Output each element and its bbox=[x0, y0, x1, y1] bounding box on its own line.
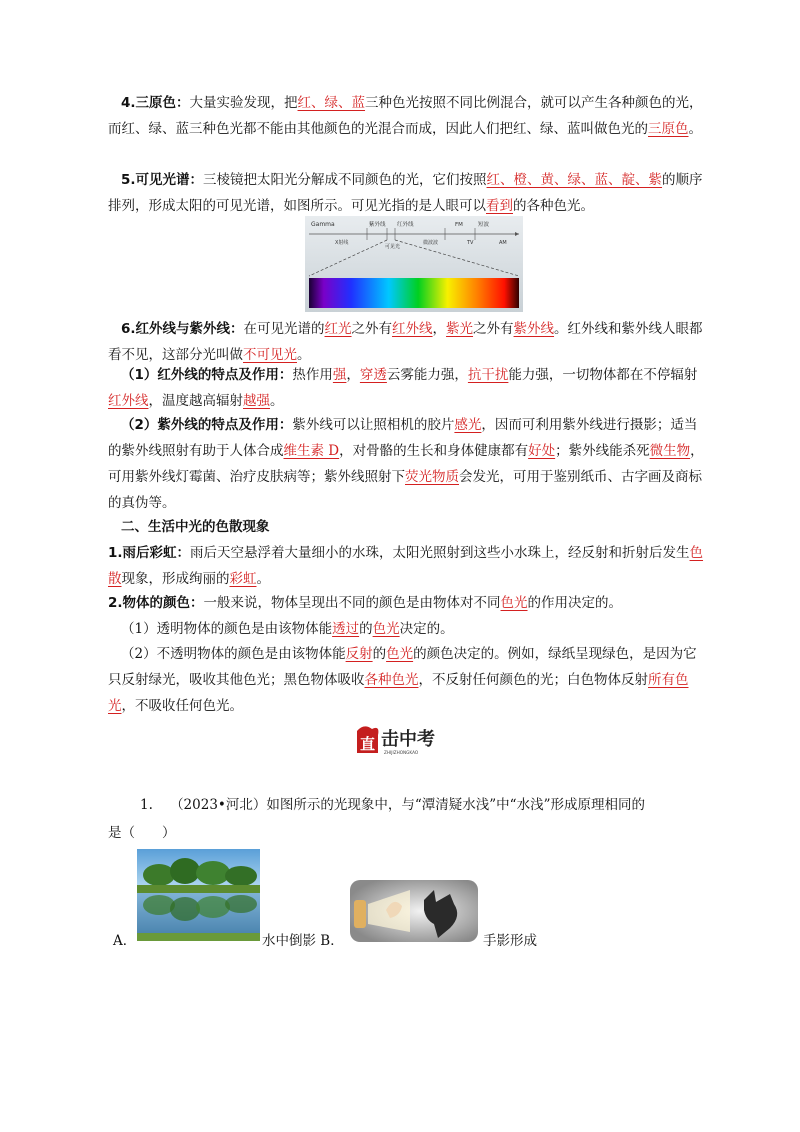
section-infrared-ultraviolet: 6.红外线与紫外线：在可见光谱的红光之外有红外线，紫光之外有紫外线。红外线和紫外线人眼都看不见，这部分光叫做不可见光。 bbox=[108, 321, 703, 363]
question-1-stem: 1. （2023•河北）如图所示的光现象中，与“潭清疑水浅”中“水浅”形成原理相同的 bbox=[140, 797, 645, 813]
section-ultraviolet-features: （2）紫外线的特点及作用：紫外线可以让照相机的胶片感光，因而可利用紫外线进行摄影；适当的紫外线照射有助于人体合成维生素 D，对骨骼的生长和身体健康都有好处；紫外线能杀死微生物，可用紫外线灯霉菌、治疗皮肤病等；紫外线照射下荧光物质会发光，可用于鉴别纸币、古字画及商标的真伪等。 bbox=[108, 417, 704, 511]
option-b-text[interactable]: 手影形成 bbox=[483, 933, 537, 949]
label-ir: 红外线 bbox=[397, 222, 414, 228]
spectrum-diagram bbox=[305, 216, 523, 312]
option-a-text[interactable]: 水中倒影 B． bbox=[262, 933, 344, 949]
label-fm: FM bbox=[455, 222, 463, 228]
tree-reflection bbox=[225, 895, 257, 913]
zhijizhongkao-logo bbox=[354, 721, 450, 757]
section-opaque-objects: （2）不透明物体的颜色是由该物体能反射的色光的颜色决定的。例如，绿纸呈现绿色，是因为它只反射绿光，吸收其他色光；黑色物体吸收各种色光，不反射任何颜色的光；白色物体反射所有色光，不吸收任何色光。 bbox=[108, 646, 697, 714]
visible-spectrum-band bbox=[309, 278, 519, 308]
tree bbox=[143, 864, 175, 886]
tree bbox=[225, 866, 257, 886]
option-b-hand-shadow-image bbox=[350, 880, 478, 942]
section-three-primary-colors: 4.三原色：大量实验发现，把红、绿、蓝三种色光按照不同比例混合，就可以产生各种颜色的光，而红、绿、蓝三种色光都不能由其他颜色的光混合而成，因此人们把红、绿、蓝叫做色光的三原色。 bbox=[108, 95, 703, 137]
logo-mark: 直 bbox=[359, 735, 376, 753]
label-am: AM bbox=[499, 240, 507, 246]
label-gamma: Gamma bbox=[311, 221, 335, 228]
label-microwave: 微波波 bbox=[423, 240, 439, 246]
shore bbox=[137, 885, 260, 893]
tree bbox=[170, 858, 200, 884]
section-rainbow: 1.雨后彩虹：雨后天空悬浮着大量细小的水珠，太阳光照射到这些小水珠上，经反射和折射后发生色散现象，形成绚丽的彩虹。 bbox=[108, 545, 704, 587]
label-visible: 可见光 bbox=[385, 244, 401, 250]
section-infrared-features: （1）红外线的特点及作用：热作用强，穿透云雾能力强，抗干扰能力强，一切物体都在不停辐射红外线，温度越高辐射越强。 bbox=[108, 367, 698, 409]
tree-reflection bbox=[170, 897, 200, 921]
logo-name: 击中考 bbox=[381, 729, 435, 750]
tree bbox=[196, 861, 230, 885]
label-xray: X射线 bbox=[335, 240, 349, 246]
label-uv: 紫外线 bbox=[369, 222, 386, 228]
option-a-reflection-image bbox=[137, 849, 260, 941]
label-tv: TV bbox=[467, 240, 474, 246]
section-heading-dispersion: 二、生活中光的色散现象 bbox=[121, 519, 270, 535]
light-source bbox=[354, 900, 366, 928]
label-sw: 短波 bbox=[478, 222, 490, 228]
option-a-label[interactable]: A． bbox=[113, 933, 137, 949]
tree-reflection bbox=[196, 896, 230, 918]
section-visible-spectrum: 5.可见光谱：三棱镜把太阳光分解成不同颜色的光，它们按照红、橙、黄、绿、蓝、靛、紫的顺序排列，形成太阳的可见光谱，如图所示。可见光指的是人眼可以看到的各种色光。 bbox=[108, 172, 703, 214]
section-object-color: 2.物体的颜色：一般来说，物体呈现出不同的颜色是由物体对不同色光的作用决定的。 bbox=[108, 595, 623, 611]
tree-reflection bbox=[143, 895, 175, 915]
question-1-stem-continued: 是（ ） bbox=[108, 825, 176, 841]
grass bbox=[137, 933, 260, 941]
logo-subtitle: ZHIJIZHONGKAO bbox=[384, 750, 419, 755]
section-transparent-objects: （1）透明物体的颜色是由该物体能透过的色光决定的。 bbox=[121, 621, 454, 637]
